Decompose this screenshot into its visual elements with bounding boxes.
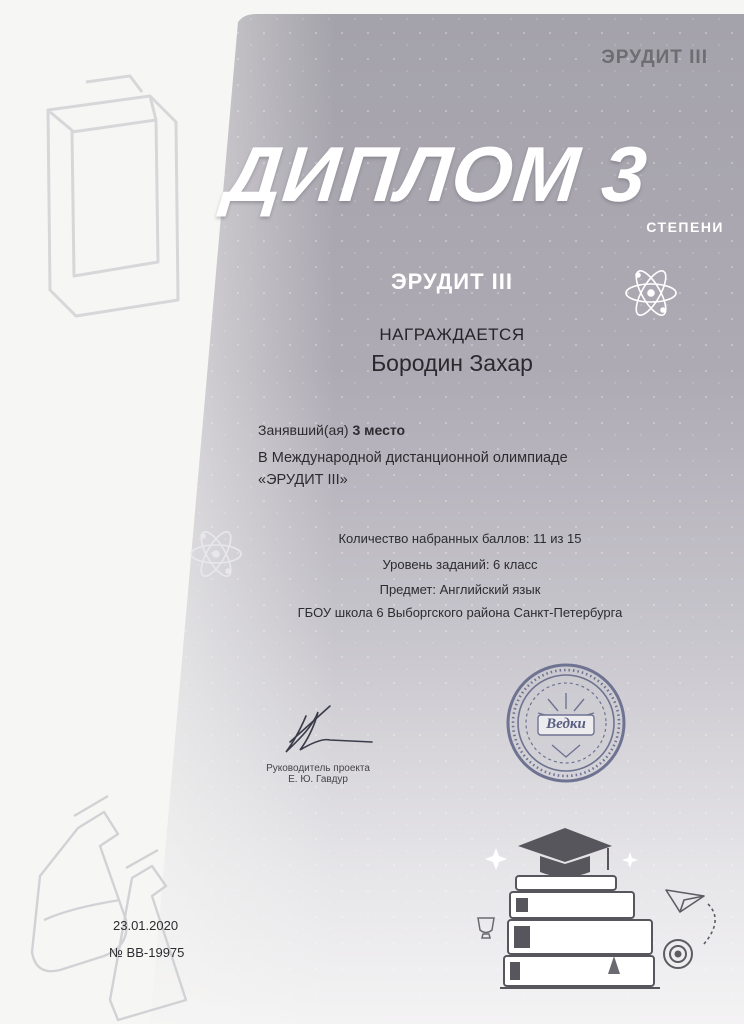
school-line: ГБОУ школа 6 Выборгского района Санкт-Петербурга: [297, 605, 623, 620]
awarded-label: НАГРАЖДАЕТСЯ: [379, 325, 525, 344]
diploma-degree: СТЕПЕНИ: [646, 219, 724, 235]
stamp-center-text: Ведки: [546, 716, 586, 732]
place-prefix: Занявший(ая): [258, 422, 353, 438]
issue-date: 23.01.2020: [113, 918, 179, 933]
level-line: Уровень заданий: 6 класс: [382, 557, 538, 572]
place-line: [258, 422, 405, 438]
place-value: 3 место: [352, 422, 406, 438]
document-number: № ВВ-19975: [109, 945, 185, 960]
competition-name: «ЭРУДИТ III»: [258, 472, 348, 488]
subject-line: Предмет: Английский язык: [379, 582, 541, 597]
signature-name: Е. Ю. Гавдур: [288, 774, 348, 785]
diploma-title: ДИПЛОМ 3: [221, 130, 652, 218]
score-line: Количество набранных баллов: 11 из 15: [338, 531, 582, 546]
recipient-name: Бородин Захар: [371, 350, 533, 376]
brand-title: ЭРУДИТ III: [601, 47, 708, 68]
olympiad-name: ЭРУДИТ III: [391, 269, 513, 294]
competition-line: В Международной дистанционной олимпиаде: [258, 450, 568, 466]
signature-role: Руководитель проекта: [266, 763, 370, 774]
stamp-label: [508, 665, 624, 781]
